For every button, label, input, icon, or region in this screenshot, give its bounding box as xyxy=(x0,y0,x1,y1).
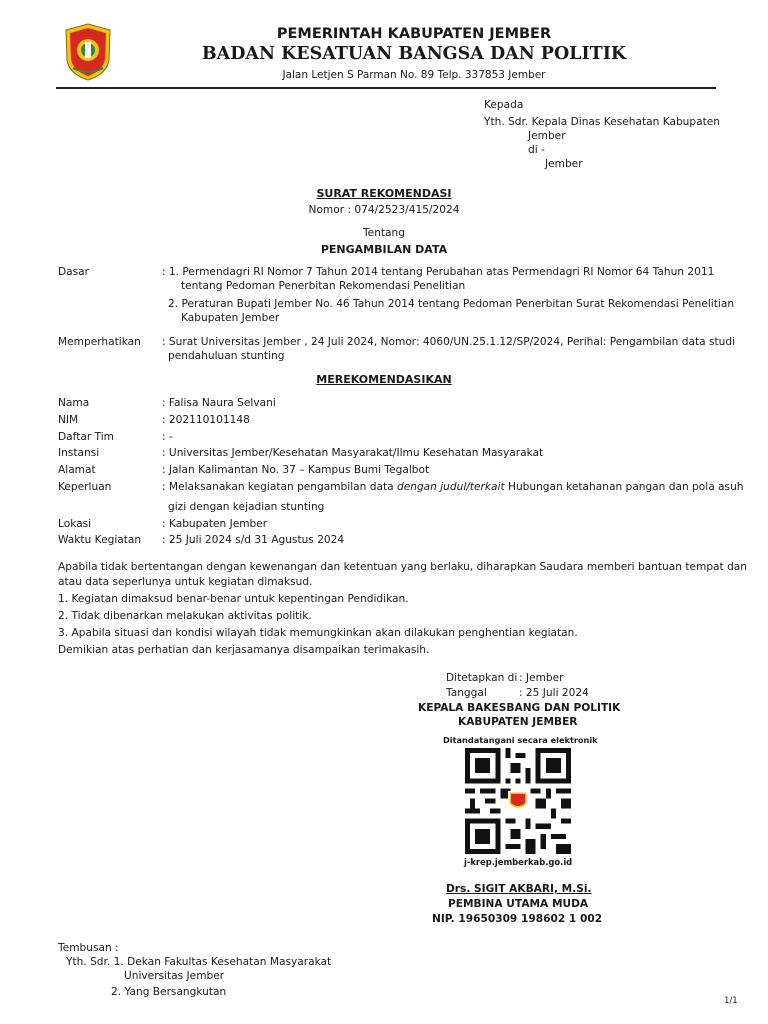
field-institution-label: Instansi xyxy=(58,447,100,459)
header-government-name: PEMERINTAH KABUPATEN JEMBER xyxy=(276,26,552,42)
cc-line-1: Yth. Sdr. 1. Dekan Fakultas Kesehatan Masyarakat xyxy=(66,956,332,968)
recipient-line-1: Yth. Sdr. Kepala Dinas Kesehatan Kabupaten xyxy=(484,116,720,128)
field-name-value: : Falisa Naura Selvani xyxy=(162,397,276,409)
page-number: 1/1 xyxy=(724,996,738,1006)
header-agency-name: BADAN KESATUAN BANGSA DAN POLITIK xyxy=(201,44,627,64)
considering-line-1: : Surat Universitas Jember , 24 Juli 2024, Nomor: 4060/UN.25.1.12/SP/2024, Perihal: Pengambilan data studi xyxy=(162,336,736,348)
basis-label: Dasar xyxy=(58,266,90,278)
basis-item-2-line-1: 2. Peraturan Bupati Jember No. 46 Tahun 2014 tentang Pedoman Penerbitan Surat Rekomendasi Penelitian xyxy=(168,298,735,310)
condition-1: 1. Kegiatan dimaksud benar-benar untuk kepentingan Pendidikan. xyxy=(58,593,409,605)
purpose-italic: dengan judul/terkait xyxy=(396,481,505,493)
body-paragraph-line-1: Apabila tidak bertentangan dengan kewenangan dan ketentuan yang berlaku, diharapkan Saudara memberi bantuan tempat dan xyxy=(58,561,748,573)
period-value: : 25 Juli 2024 s/d 31 Agustus 2024 xyxy=(162,534,345,546)
period-label: Waktu Kegiatan xyxy=(58,534,142,546)
recipient-line-4: Jember xyxy=(545,158,583,170)
field-institution-value: : Universitas Jember/Kesehatan Masyarakat/Ilmu Kesehatan Masyarakat xyxy=(162,447,544,459)
location-value: : Kabupaten Jember xyxy=(162,518,268,530)
issued-at-label: Ditetapkan di xyxy=(446,672,518,684)
purpose-label: Keperluan xyxy=(58,481,112,493)
field-nim-label: NIM xyxy=(58,414,79,426)
signatory-office-2: KABUPATEN JEMBER xyxy=(458,716,578,728)
letter-number: Nomor : 074/2523/415/2024 xyxy=(308,204,460,216)
signatory-name: Drs. SIGIT AKBARI, M.Si. xyxy=(446,883,592,895)
signatory-nip: NIP. 19650309 198602 1 002 xyxy=(432,913,603,925)
field-name-label: Nama xyxy=(58,397,90,409)
cc-line-3: 2. Yang Bersangkutan xyxy=(111,986,227,998)
condition-3: 3. Apabila situasi dan kondisi wilayah tidak memungkinkan akan dilakukan penghentian kegiatan. xyxy=(58,627,578,639)
header-divider xyxy=(56,87,716,89)
basis-item-1-line-1: : 1. Permendagri RI Nomor 7 Tahun 2014 tentang Perubahan atas Permendagri RI Nomor 64 Tahun 2011 xyxy=(162,266,715,278)
cc-label: Tembusan : xyxy=(58,942,119,954)
letter-title: SURAT REKOMENDASI xyxy=(316,187,452,200)
letter-about: PENGAMBILAN DATA xyxy=(320,243,448,256)
purpose-line-2: gizi dengan kejadian stunting xyxy=(168,501,325,513)
body-paragraph-line-2: atau data seperlunya untuk kegiatan dimaksud. xyxy=(58,576,313,588)
purpose-line-1 xyxy=(162,481,744,493)
closing-sentence: Demikian atas perhatian dan kerjasamanya disampaikan terimakasih. xyxy=(58,644,430,656)
field-address-label: Alamat xyxy=(58,464,96,476)
signature-qr-code xyxy=(465,748,571,854)
considering-line-2: pendahuluan stunting xyxy=(168,350,285,362)
letter-about-label: Tentang xyxy=(363,227,405,239)
issued-date-value: : 25 Juli 2024 xyxy=(519,687,589,699)
condition-2: 2. Tidak dibenarkan melakukan aktivitas politik. xyxy=(58,610,312,622)
field-address-value: : Jalan Kalimantan No. 37 – Kampus Bumi Tegalbot xyxy=(162,464,430,476)
basis-item-1-line-2: tentang Pedoman Penerbitan Rekomendasi Penelitian xyxy=(181,280,466,292)
cc-line-2: Universitas Jember xyxy=(124,970,225,982)
recipient-to: Kepada xyxy=(484,99,524,111)
issued-at-value: : Jember xyxy=(519,672,564,684)
field-team-value: : - xyxy=(162,431,173,443)
recipient-line-3: di - xyxy=(528,144,545,156)
field-nim-value: : 202110101148 xyxy=(162,414,250,426)
electronic-signature-note: Ditandatangani secara elektronik xyxy=(443,735,598,745)
location-label: Lokasi xyxy=(58,518,92,530)
recommend-heading: MEREKOMENDASIKAN xyxy=(316,373,452,386)
signatory-office-1: KEPALA BAKESBANG DAN POLITIK xyxy=(418,702,621,714)
signatory-rank: PEMBINA UTAMA MUDA xyxy=(448,898,589,910)
header-address: Jalan Letjen S Parman No. 89 Telp. 337853 Jember xyxy=(282,69,546,81)
purpose-pre: : Melaksanakan kegiatan pengambilan data xyxy=(162,481,397,493)
considering-label: Memperhatikan xyxy=(58,336,141,348)
issued-date-label: Tanggal xyxy=(446,687,487,699)
purpose-post: Hubungan ketahanan pangan dan pola asuh xyxy=(504,481,744,493)
verification-url: j-krep.jemberkab.go.id xyxy=(464,857,573,867)
basis-item-2-line-2: Kabupaten Jember xyxy=(181,312,280,324)
field-team-label: Daftar Tim xyxy=(58,431,114,443)
recipient-line-2: Jember xyxy=(528,130,566,142)
